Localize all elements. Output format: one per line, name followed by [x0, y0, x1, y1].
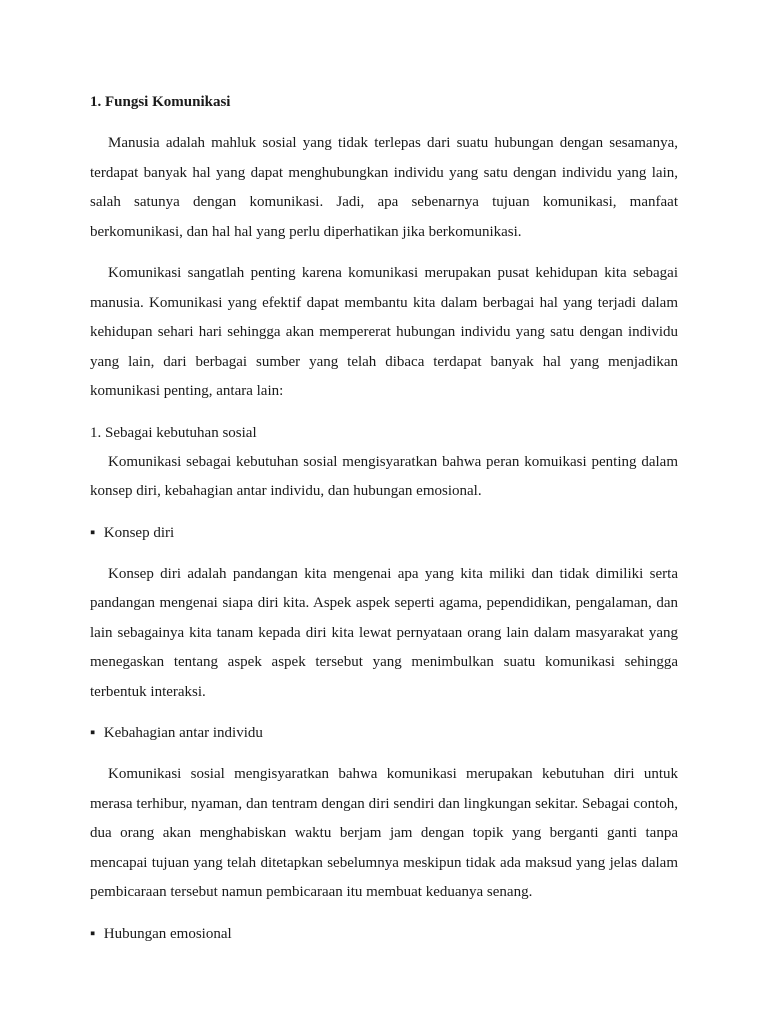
bullet-happiness	[90, 719, 678, 748]
self-concept-paragraph: Konsep diri adalah pandangan kita mengenai apa yang kita miliki dan tidak dimiliki serta pandangan mengenai siapa diri kita. Aspek aspek seperti agama, pependidikan, pengalaman, dan lain sebagainya kita tanam kepada diri kita lewat pernyataan orang lain dalam masyarakat yang menegaskan tentang aspek aspek tersebut yang menimbulkan suatu komunikasi sehingga terbentuk interaksi.	[90, 565, 678, 700]
section-heading: 1. Fungsi Komunikasi	[90, 94, 231, 110]
intro-paragraph: Manusia adalah mahluk sosial yang tidak terlepas dari suatu hubungan dengan sesamanya, terdapat banyak hal yang dapat menghubungkan individu yang satu dengan individu yang lain, salah satunya dengan komunikasi. Jadi, apa sebenarnya tujuan komunikasi, manfaat berkomunikasi, dan hal hal yang perlu diperhatikan jika berkomunikasi.	[90, 135, 678, 240]
bullet-label: Konsep diri	[103, 524, 175, 541]
bullet-label: Kebahagian antar individu	[103, 725, 263, 741]
bullet-self-concept	[90, 519, 678, 548]
bullet-marker: ▪	[90, 725, 96, 741]
subsection-heading: 1. Sebagai kebutuhan sosial	[90, 424, 257, 441]
happiness-paragraph: Komunikasi sosial mengisyaratkan bahwa komunikasi merupakan kebutuhan diri untuk merasa terhibur, nyaman, dan tentram dengan diri sendiri dan lingkungan sekitar. Sebagai contoh, dua orang akan menghabiskan waktu berjam jam dengan topik yang berganti ganti tanpa mencapai tujuan yang telah ditetapkan sebelumnya meskipun tidak ada maksud yang jelas dalam pembicaraan tersebut namun pembicaraan itu membuat keduanya senang.	[90, 766, 678, 900]
bullet-label: Hubungan emosional	[103, 925, 232, 942]
bullet-emotional	[90, 920, 678, 949]
social-need-paragraph: Komunikasi sebagai kebutuhan sosial mengisyaratkan bahwa peran komuikasi penting dalam konsep diri, kebahagian antar individu, dan hubungan emosional.	[90, 453, 678, 499]
importance-paragraph: Komunikasi sangatlah penting karena komunikasi merupakan pusat kehidupan kita sebagai manusia. Komunikasi yang efektif dapat membantu kita dalam berbagai hal yang terjadi dalam kehidupan sehari hari sehingga akan mempererat hubungan individu yang satu dengan individu yang lain, dari berbagai sumber yang telah dibaca terdapat banyak hal yang menjadikan komunikasi penting, antara lain:	[90, 265, 678, 399]
bullet-marker: ▪	[90, 925, 96, 942]
bullet-marker: ▪	[90, 524, 96, 541]
